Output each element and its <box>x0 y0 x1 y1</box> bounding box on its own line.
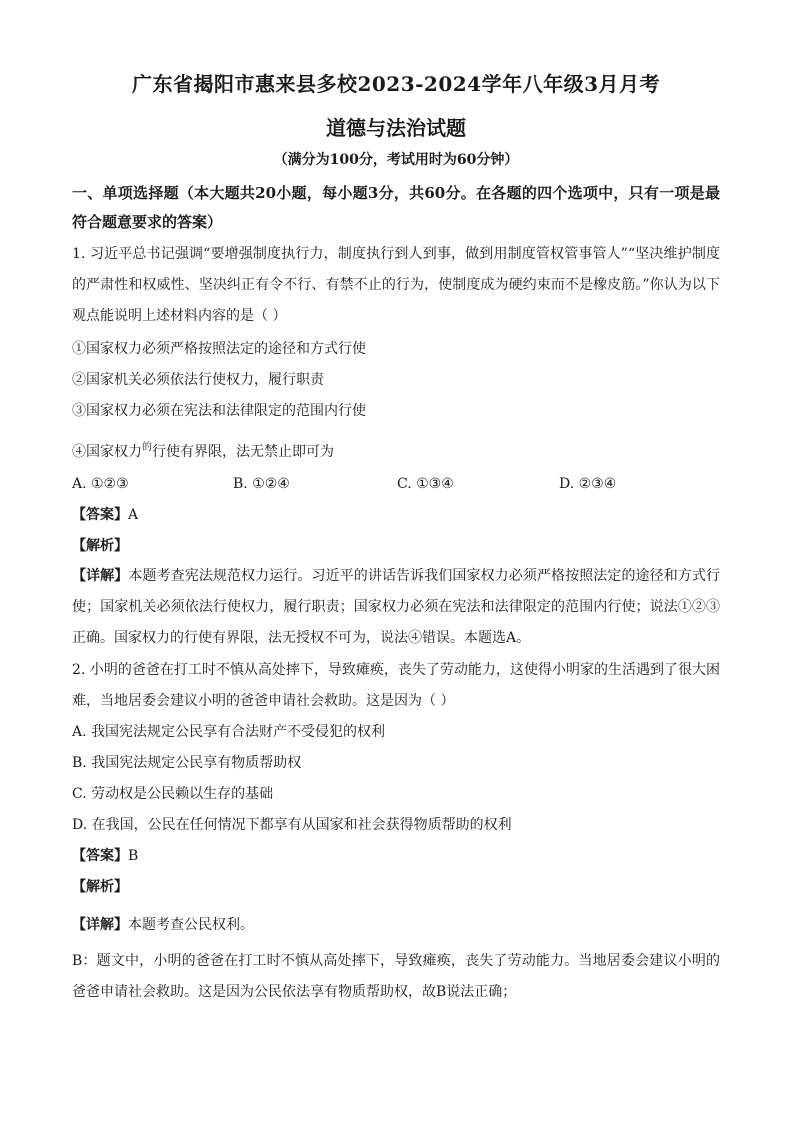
q1-item-4-part-a: ④国家权力 <box>72 444 142 460</box>
q1-option-b: B. ①②④ <box>233 476 290 492</box>
q1-item-2: ②国家机关必须依法行使权力，履行职责 <box>72 372 324 388</box>
q2-detail-tag: 【详解】 <box>72 917 128 933</box>
q1-stem: 1. 习近平总书记强调“要增强制度执行力，制度执行到人到事，做到用制度管权管事管人”“坚决维护制度的严肃性和权威性、坚决纠正有令不行、有禁不止的行为，使制度成为硬约束而不是橡皮筋。”你认为以下观点能说明上述材料内容的是（ ） <box>72 246 720 324</box>
q1-detail <box>72 561 720 654</box>
exam-note: （满分为100分，考试用时为60分钟） <box>273 152 519 168</box>
q1-analysis-tag <box>72 536 720 556</box>
q2-option-c: C. 劳动权是公民赖以生存的基础 <box>72 786 274 802</box>
section-heading: 一、单项选择题（本大题共20小题，每小题3分，共60分。在各题的四个选项中，只有一项是最符合题意要求的答案） <box>72 184 720 231</box>
q1-detail-tag: 【详解】 <box>72 568 129 584</box>
q2-detail-text: 本题考查公民权利。 <box>128 917 254 933</box>
q1-answer-value: A <box>128 507 139 523</box>
q2-answer-tag: 【答案】 <box>72 848 128 864</box>
q1-option-c: C. ①③④ <box>397 476 454 492</box>
q2-analysis-label: 【解析】 <box>72 879 128 895</box>
q2-option-d: D. 在我国，公民在任何情况下都享有从国家和社会获得物质帮助的权利 <box>72 817 512 833</box>
q1-option-a: A. ①②③ <box>72 476 129 492</box>
q1-option-d: D. ②③④ <box>559 476 617 492</box>
q1-answer-tag: 【答案】 <box>72 507 128 523</box>
exam-subject-title: 道德与法治试题 <box>326 116 466 140</box>
q2-option-b: B. 我国宪法规定公民享有物质帮助权 <box>72 755 302 771</box>
q2-answer-value: B <box>128 848 139 864</box>
q2-answer <box>72 846 720 866</box>
q2-option-b-explanation: B：题文中，小明的爸爸在打工时不慎从高处摔下，导致瘫痪，丧失了劳动能力。当地居委会建议小明的爸爸申请社会救助。这是因为公民依法享有物质帮助权，故B说法正确； <box>72 953 720 1000</box>
q2-analysis-tag <box>72 877 720 897</box>
exam-title: 广东省揭阳市惠来县多校2023-2024学年八年级3月月考 <box>131 72 661 96</box>
q1-item-4-sup: 的 <box>142 442 152 453</box>
q1-answer <box>72 505 720 525</box>
q1-item-4 <box>72 438 720 462</box>
q1-item-3: ③国家权力必须在宪法和法律限定的范围内行使 <box>72 403 366 419</box>
q1-item-1: ①国家权力必须严格按照法定的途径和方式行使 <box>72 341 366 357</box>
q1-detail-text: 本题考查宪法规范权力运行。习近平的讲话告诉我们国家权力必须严格按照法定的途径和方式行使；国家机关必须依法行使权力，履行职责；国家权力必须在宪法和法律限定的范围内行使；说法①②③正确。国家权力的行使有界限，法无授权不可为，说法④错误。本题选A。 <box>72 568 721 646</box>
q1-item-4-part-b: 行使有界限，法无禁止即可为 <box>152 444 334 460</box>
q2-option-a: A. 我国宪法规定公民享有合法财产不受侵犯的权利 <box>72 724 386 740</box>
q1-analysis-label: 【解析】 <box>72 538 128 554</box>
q2-detail <box>72 915 720 935</box>
q2-stem: 2. 小明的爸爸在打工时不慎从高处摔下，导致瘫痪，丧失了劳动能力，这使得小明家的生活遇到了很大困难，当地居委会建议小明的爸爸申请社会救助。这是因为（ ） <box>72 662 720 709</box>
